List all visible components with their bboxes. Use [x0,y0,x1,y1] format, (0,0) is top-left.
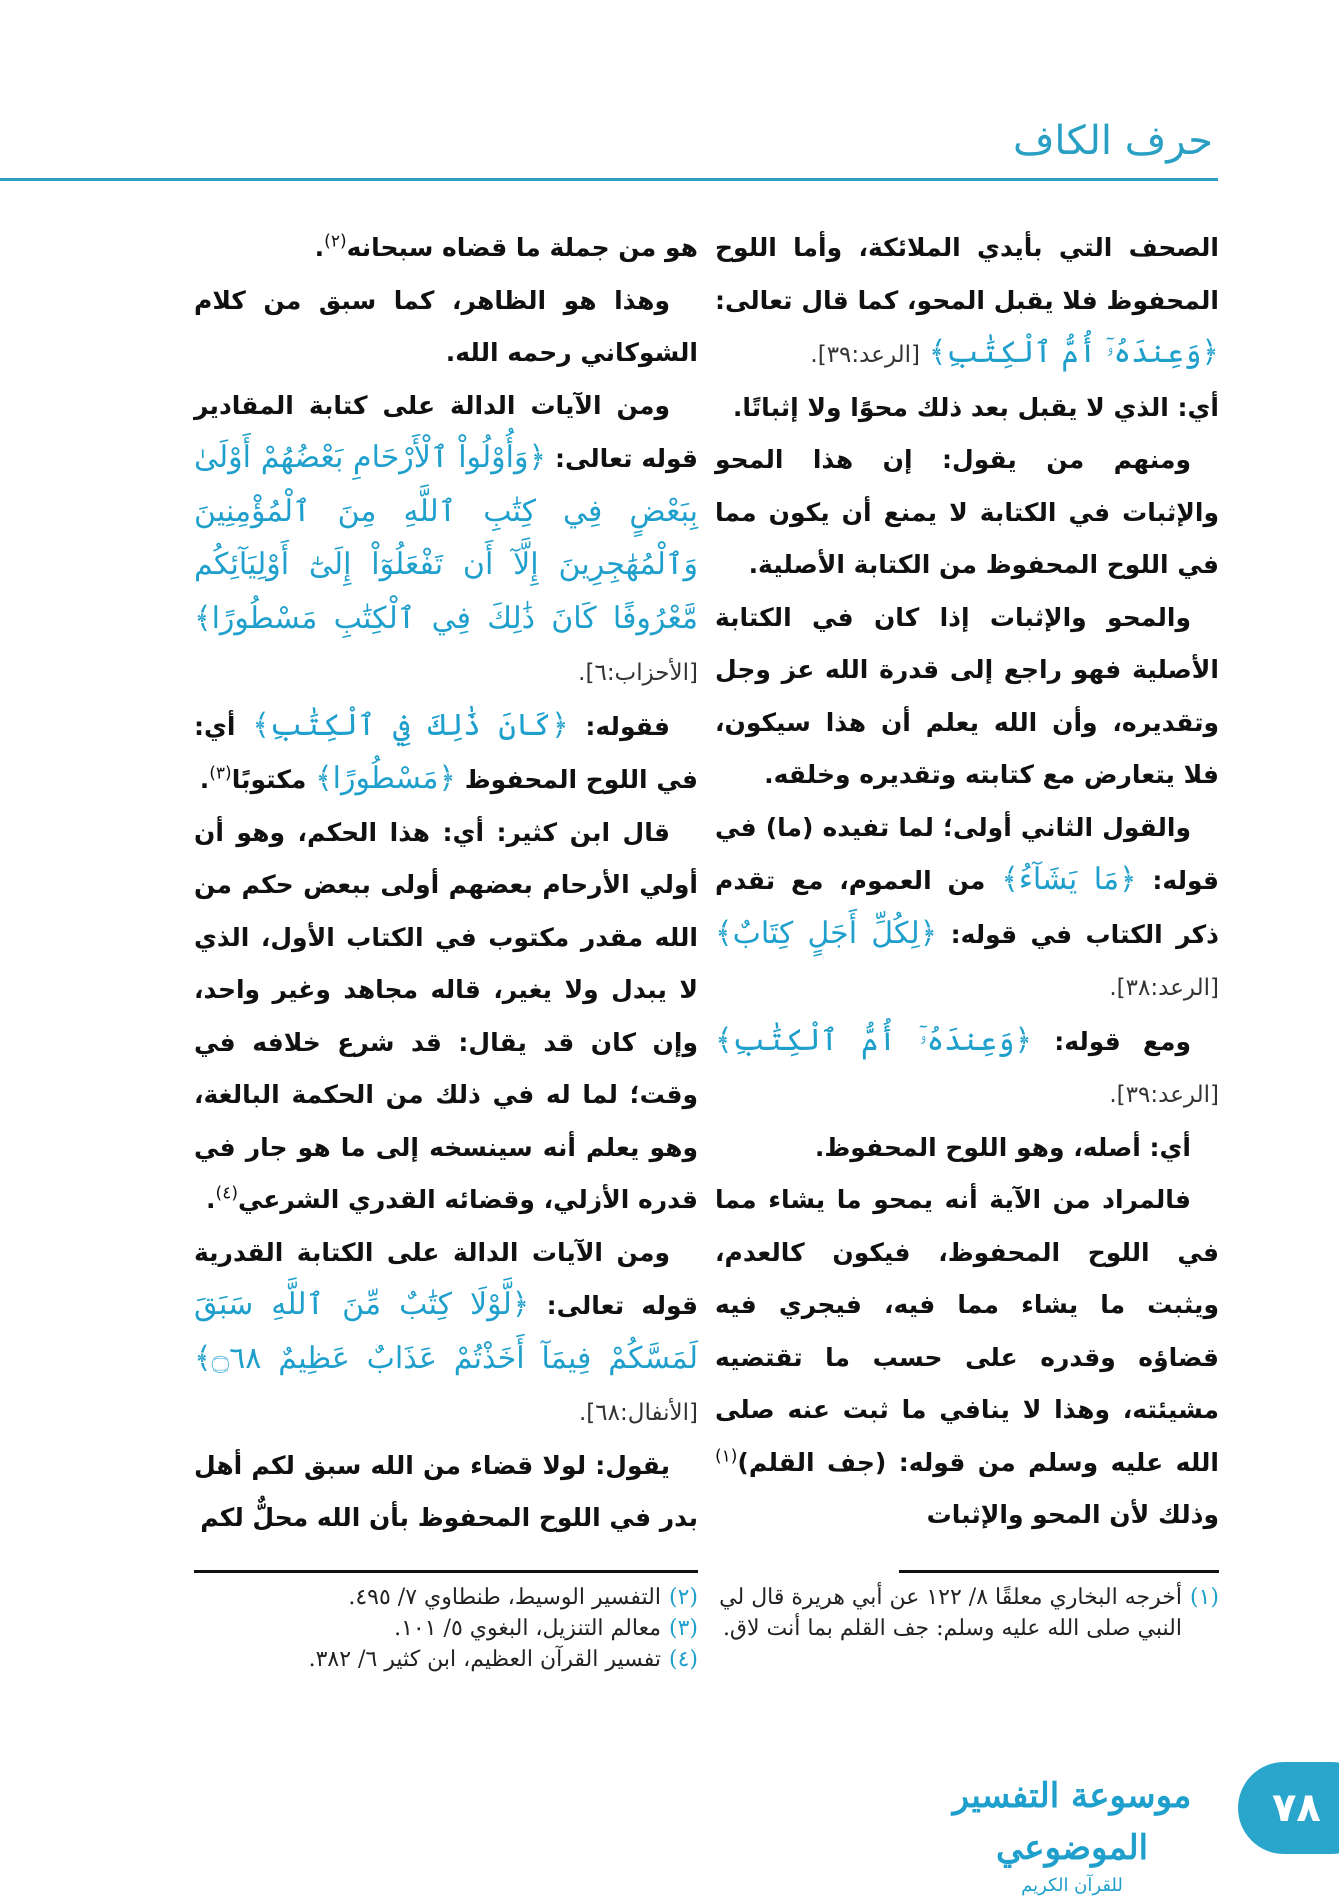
footnotes-right [719,1582,1219,1644]
paragraph [194,222,698,275]
paragraph [194,380,698,700]
text: هو من جملة ما قضاه سبحانه [346,233,698,262]
paragraph: والمحو والإثبات إذا كان في الكتابة الأصلية فهو راجع إلى قدرة الله عز وجل وتقديره، وأن الله يعلم أن هذا سيكون، فلا يتعارض مع كتابته وتقديره وخلقه. [715,602,1219,789]
quran-verse: ﴿كَانَ ذَٰلِكَ فِي ٱلْكِتَٰبِ﴾ [252,707,569,743]
footnote-text: أخرجه البخاري معلقًا ٨/ ١٢٢ عن أبي هريرة قال لي النبي صلى الله عليه وسلم: جف القلم بما أنت لاق. [719,1585,1182,1641]
text: أي: في اللوح المحفوظ [194,711,698,794]
footnote-number: (٤) [668,1647,698,1672]
footnote-separator [194,1570,698,1573]
quran-verse: ﴿وَعِندَهُۥٓ أُمُّ ٱلْكِتَٰبِ﴾ [715,1022,1033,1058]
footnote [194,1582,698,1613]
footnote [719,1582,1219,1644]
footnotes-left [194,1582,698,1675]
footnote [194,1613,698,1644]
footnote-text: تفسير القرآن العظيم، ابن كثير ٦/ ٣٨٢. [308,1647,661,1672]
quran-verse: ﴿لَّوْلَا كِتَٰبٌ مِّنَ ٱللَّهِ سَبَقَ لَمَسَّكُمْ فِيمَآ أَخَذْتُمْ عَذَابٌ عَظِيمٌ ۝٦٨﴾ [194,1287,698,1376]
footnote [194,1644,698,1675]
paragraph: أي: الذي لا يقبل بعد ذلك محوًا ولا إثباتًا. [732,392,1219,422]
paragraph [194,700,698,807]
paragraph [194,1227,698,1440]
text: وذلك لأن المحو والإثبات [926,1500,1219,1529]
footnote-number: (١) [1189,1585,1219,1610]
paragraph: وهذا هو الظاهر، كما سبق من كلام الشوكاني رحمه الله. [194,285,698,367]
verse-reference: [الرعد:٣٩]. [810,342,921,368]
verse-reference: [الأنفال:٦٨]. [579,1400,698,1426]
verse-reference: [الرعد:٣٩]. [1109,1082,1219,1108]
logo-title: موسوعة التفسير الموضوعي [952,1776,1192,1868]
text: والقول الثاني أولى؛ لما تفيده (ما) في قوله: [715,812,1220,895]
quran-verse: ﴿وَأُوْلُواْ ٱلْأَرْحَامِ بَعْضُهُمْ أَوْلَىٰ بِبَعْضٍ فِي كِتَٰبِ ٱللَّهِ مِنَ ٱلْمُؤْمِنِينَ وَٱلْمُهَٰجِرِينَ إِلَّآ أَن تَفْعَلُوٓاْ إِلَىٰٓ أَوْلِيَآئِكُم مَّعْرُوفًا كَانَ ذَٰلِكَ فِي ٱلْكِتَٰبِ مَسْطُورًا﴾ [194,440,698,636]
paragraph: يقول: لولا قضاء من الله سبق لكم أهل بدر في اللوح المحفوظ بأن الله محلٌّ لكم [194,1450,698,1532]
footnote-number: (٣) [668,1616,698,1641]
verse-reference: [الرعد:٣٨]. [1109,975,1219,1001]
verse-reference: [الأحزاب:٦]. [578,660,698,686]
text: من العموم، مع تقدم ذكر الكتاب في قوله: [715,866,1219,949]
footnote-text: التفسير الوسيط، طنطاوي ٧/ ٤٩٥. [348,1585,661,1610]
logo-subtitle: للقرآن الكريم [1021,1875,1123,1896]
text: ومن الآيات الدالة على كتابة المقادير قوله تعالى: [194,390,698,473]
paragraph: ومنهم من يقول: إن هذا المحو والإثبات في الكتابة لا يمنع أن يكون مما في اللوح المحفوظ من الكتابة الأصلية. [715,445,1219,579]
paragraph [715,222,1219,382]
text: ومع قوله: [1032,1026,1191,1056]
right-column [715,222,1219,1542]
paragraph [715,1174,1219,1542]
paragraph [715,802,1219,1015]
text: . [199,765,210,794]
footnote-ref[interactable]: (٣) [209,763,232,784]
text: قال ابن كثير: أي: هذا الحكم، وهو أن أولي الأرحام بعضهم أولى ببعض حكم من الله مقدر مكتوب في الكتاب الأول، الذي لا يبدل ولا يغير، قاله مجاهد وغير واحد، وإن كان قد يقال: قد شرع خلافه في وقت؛ لما له في ذلك من الحكمة البالغة، وهو يعلم أنه سينسخه إلى ما هو جار في قدره الأزلي، وقضائه القدري الشرعي [194,817,698,1214]
page-number-badge [1238,1762,1339,1854]
footnote-separator [899,1570,1219,1573]
text: فالمراد من الآية أنه يمحو ما يشاء مما في اللوح المحفوظ، فيكون كالعدم، ويثبت ما يشاء مما فيه، فيجري فيه قضاؤه وقدره على حسب ما تقتضيه مشيئته، وهذا لا ينافي ما ثبت عنه صلى الله عليه وسلم من قوله: (جف القلم) [715,1185,1219,1477]
left-column [194,222,698,1545]
series-logo [926,1770,1218,1896]
footnote-ref[interactable]: (٤) [215,1183,238,1204]
page-number: ٧٨ [1272,1785,1321,1831]
text: ومن الآيات الدالة على الكتابة القدرية قوله تعالى: [194,1237,698,1320]
quran-verse: ﴿لِكُلِّ أَجَلٍ كِتَابٌ﴾ [715,915,938,951]
text: مكتوبًا [231,765,307,794]
footnote-number: (٢) [668,1585,698,1610]
header-rule [0,178,1218,181]
footnote-ref[interactable]: (١) [715,1446,738,1467]
paragraph: أي: أصله، وهو اللوح المحفوظ. [814,1132,1191,1162]
quran-verse: ﴿مَا يَشَآءُ﴾ [1001,862,1137,897]
paragraph [715,1015,1219,1122]
quran-verse: ﴿وَعِندَهُۥٓ أُمُّ ٱلْكِتَٰبِ﴾ [928,335,1219,370]
text: فقوله: [568,711,670,741]
footnote-text: معالم التنزيل، البغوي ٥/ ١٠١. [394,1616,661,1641]
paragraph [194,807,698,1227]
quran-verse: ﴿مَسْطُورًا﴾ [315,761,456,796]
page-header-title: حرف الكاف [1012,118,1213,164]
text: الصحف التي بأيدي الملائكة، وأما اللوح المحفوظ فلا يقبل المحو، كما قال تعالى: [715,233,1219,315]
footnote-ref[interactable]: (٢) [324,231,347,252]
text: . [314,233,325,262]
text: . [206,1185,216,1214]
